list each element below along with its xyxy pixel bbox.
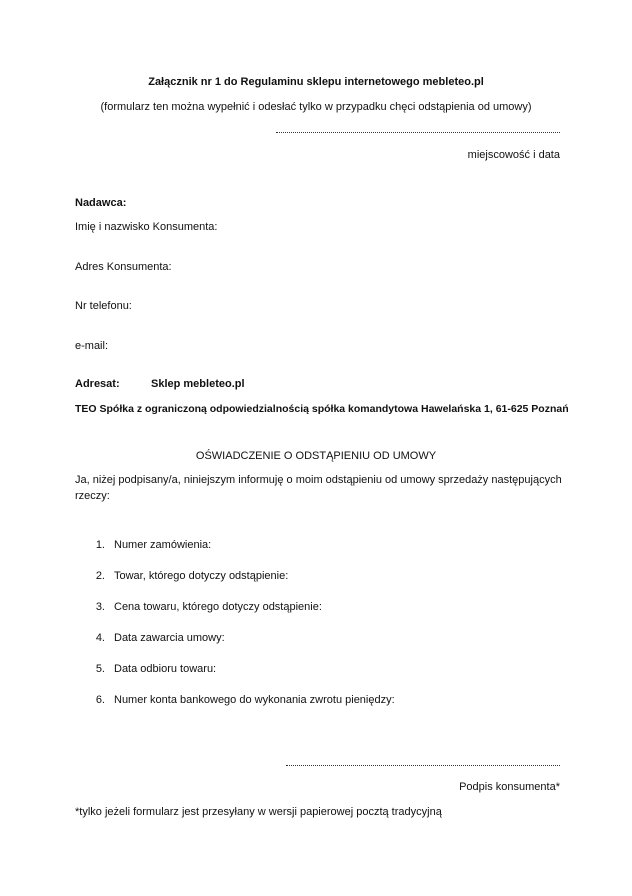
recipient-heading: Adresat:	[75, 378, 120, 390]
statement-text-line2: rzeczy:	[75, 490, 110, 502]
document-subtitle: (formularz ten można wypełnić i odesłać tylko w przypadku chęci odstąpienia od umowy)	[100, 101, 532, 113]
list-item-label: Numer zamówienia:	[114, 539, 212, 551]
consumer-address-label: Adres Konsumenta:	[75, 261, 172, 273]
email-label: e-mail:	[75, 340, 109, 352]
list-item-label: Towar, którego dotyczy odstąpienie:	[114, 570, 289, 582]
sender-heading: Nadawca:	[75, 197, 127, 209]
consumer-name-label: Imię i nazwisko Konsumenta:	[75, 221, 218, 233]
list-item-number: 5.	[95, 663, 105, 675]
phone-label: Nr telefonu:	[75, 300, 132, 312]
list-item-number: 6.	[95, 694, 105, 706]
list-item-label: Numer konta bankowego do wykonania zwrotu pieniędzy:	[114, 694, 395, 706]
signature-label: Podpis konsumenta*	[459, 781, 560, 793]
place-date-line	[276, 132, 560, 133]
list-item-label: Data odbioru towaru:	[114, 663, 217, 675]
list-item-number: 4.	[95, 632, 105, 644]
recipient-company: TEO Spółka z ograniczoną odpowiedzialnością spółka komandytowa Hawelańska 1, 61-625 Poznań	[75, 403, 569, 415]
list-item-label: Data zawarcia umowy:	[114, 632, 225, 644]
signature-line	[286, 765, 560, 766]
footnote: *tylko jeżeli formularz jest przesyłany w wersji papierowej pocztą tradycyjną	[75, 806, 442, 818]
statement-heading: OŚWIADCZENIE O ODSTĄPIENIU OD UMOWY	[195, 450, 437, 462]
document-title: Załącznik nr 1 do Regulaminu sklepu internetowego mebleteo.pl	[148, 76, 484, 88]
place-date-label: miejscowość i data	[467, 149, 560, 161]
list-item-number: 3.	[95, 601, 105, 613]
list-item-label: Cena towaru, którego dotyczy odstąpienie:	[114, 601, 322, 613]
recipient-shop: Sklep mebleteo.pl	[151, 378, 245, 390]
list-item-number: 1.	[95, 539, 105, 551]
list-item-number: 2.	[95, 570, 105, 582]
statement-text-line1: Ja, niżej podpisany/a, niniejszym informuję o moim odstąpieniu od umowy sprzedaży następujących	[75, 474, 562, 486]
